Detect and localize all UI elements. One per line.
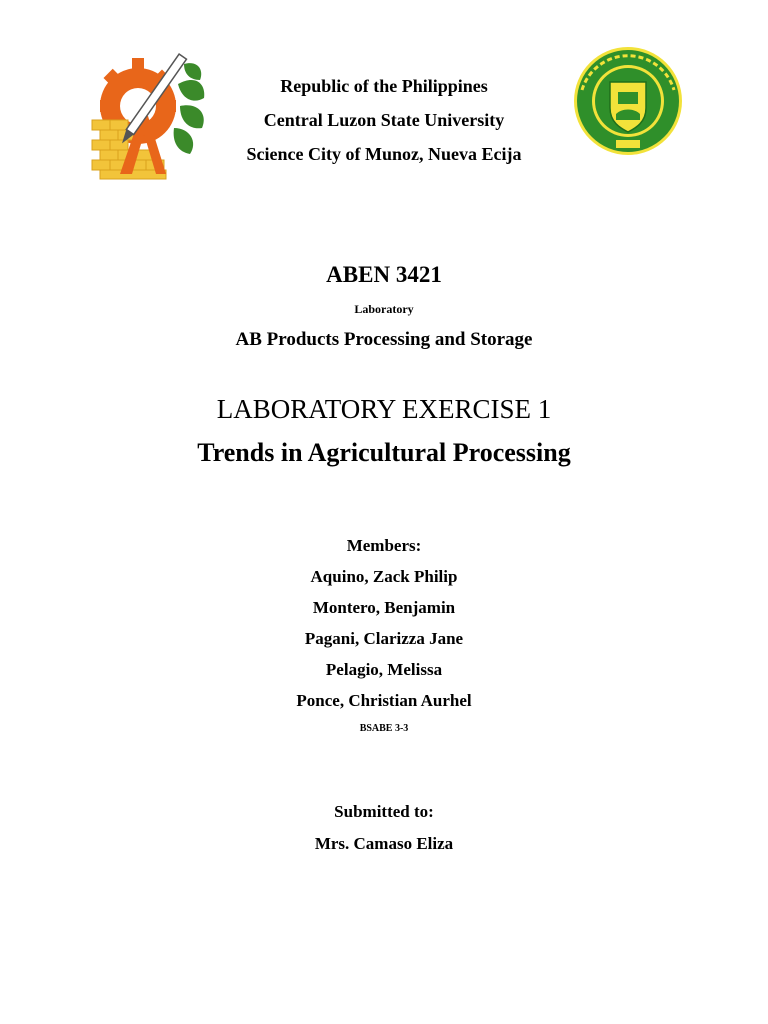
course-title: AB Products Processing and Storage	[235, 329, 533, 350]
submitted-to-heading: Submitted to:	[334, 802, 434, 821]
instructor-name: Mrs. Camaso Eliza	[314, 834, 454, 853]
member-name: Pelagio, Melissa	[325, 660, 443, 679]
header-republic: Republic of the Philippines	[280, 76, 488, 96]
member-name: Ponce, Christian Aurhel	[296, 691, 472, 710]
course-code: ABEN 3421	[326, 262, 442, 287]
course-type: Laboratory	[354, 302, 414, 316]
university-seal	[572, 44, 684, 158]
header-university: Central Luzon State University	[263, 110, 505, 130]
section-label: BSABE 3-3	[359, 723, 409, 734]
member-name: Montero, Benjamin	[312, 598, 456, 617]
members-heading: Members:	[346, 536, 422, 555]
university-seal-icon	[572, 44, 684, 158]
member-name: Pagani, Clarizza Jane	[304, 629, 464, 648]
header-location: Science City of Munoz, Nueva Ecija	[246, 144, 522, 164]
member-name: Aquino, Zack Philip	[310, 567, 458, 586]
exercise-title: Trends in Agricultural Processing	[197, 438, 571, 467]
exercise-number: LABORATORY EXERCISE 1	[216, 394, 552, 424]
